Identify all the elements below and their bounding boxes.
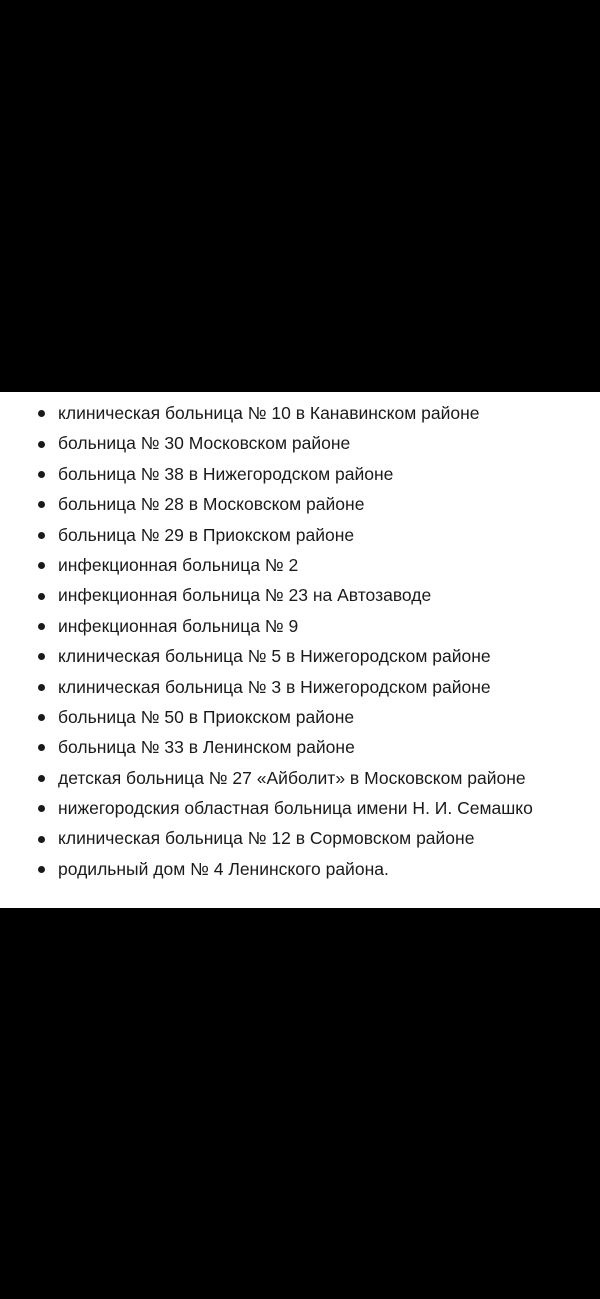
list-item	[38, 672, 600, 702]
list-item-text: клиническая больница № 5 в Нижегородском районе	[58, 646, 491, 667]
list-item-text: клиническая больница № 10 в Канавинском районе	[58, 403, 480, 423]
bullet-icon	[38, 684, 45, 691]
list-item	[38, 459, 600, 489]
list-item-text: родильный дом № 4 Ленинского района.	[58, 858, 389, 879]
list-item	[38, 641, 600, 671]
list-item	[38, 520, 600, 550]
list-item-text: больница № 29 в Приокском районе	[58, 524, 355, 545]
list-item	[38, 611, 600, 641]
list-item	[38, 580, 600, 610]
list-item-text: больница № 50 в Приокском районе	[58, 706, 355, 727]
list-item	[38, 550, 600, 580]
list-item-text: инфекционная больница № 23 на Автозаводе	[58, 585, 432, 606]
bullet-icon	[38, 593, 45, 600]
list-item	[38, 823, 600, 853]
list-item-text: больница № 38 в Нижегородском районе	[58, 463, 394, 484]
list-item-text: больница № 33 в Ленинском районе	[58, 737, 355, 758]
list-item-text: инфекционная больница № 2	[58, 554, 299, 575]
list-item-text: больница № 30 Московском районе	[58, 433, 351, 454]
list-item	[38, 489, 600, 519]
bullet-icon	[38, 744, 45, 751]
list-item	[38, 763, 600, 793]
list-item	[38, 793, 600, 823]
bullet-icon	[38, 775, 45, 782]
bullet-icon	[38, 501, 45, 508]
bullet-icon	[38, 866, 45, 873]
list-item-text: нижегородския областная больница имени Н. И. Семашко	[58, 798, 533, 819]
bullet-icon	[38, 623, 45, 630]
list-item	[38, 398, 600, 428]
bullet-icon	[38, 653, 45, 660]
list-item-text: клиническая больница № 3 в Нижегородском районе	[58, 676, 491, 697]
list-item	[38, 732, 600, 762]
bullet-icon	[38, 532, 45, 539]
bullet-icon	[38, 714, 45, 721]
list-item-text: детская больница № 27 «Айболит» в Московском районе	[58, 767, 526, 788]
bullet-icon	[38, 805, 45, 812]
bullet-icon	[38, 441, 45, 448]
list-item	[38, 854, 600, 884]
bullet-icon	[38, 562, 45, 569]
hospital-list	[0, 398, 600, 884]
bullet-icon	[38, 471, 45, 478]
bullet-icon	[38, 836, 45, 843]
content-card	[0, 392, 600, 908]
list-item-text: больница № 28 в Московском районе	[58, 494, 365, 515]
list-item-text: клиническая больница № 12 в Сормовском районе	[58, 828, 475, 849]
list-item	[38, 428, 600, 458]
list-item-text: инфекционная больница № 9	[58, 615, 299, 636]
list-item	[38, 702, 600, 732]
bullet-icon	[38, 410, 45, 417]
